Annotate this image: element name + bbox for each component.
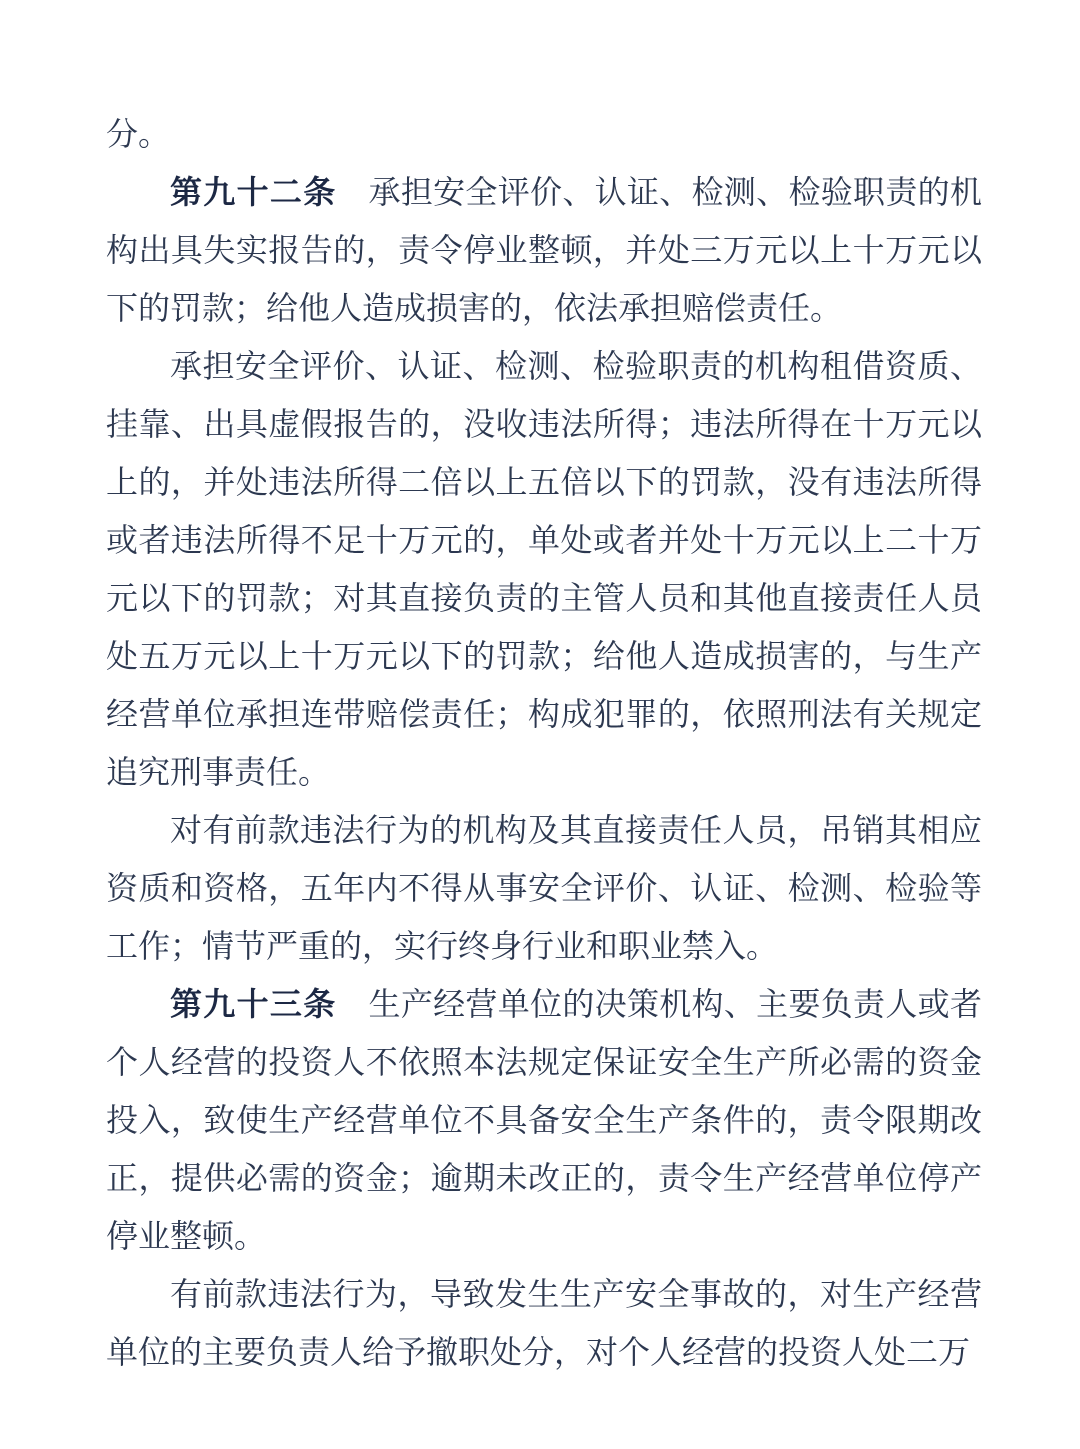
paragraph	[106, 163, 982, 337]
paragraph	[106, 337, 982, 801]
paragraph-text: 生产经营单位的决策机构、主要负责人或者个人经营的投资人不依照本法规定保证安全生产所必需的资金投入，致使生产经营单位不具备安全生产条件的，责令限期改正，提供必需的资金；逾期未改正的，责令生产经营单位停产停业整顿。	[106, 986, 982, 1254]
article-number: 第九十二条	[170, 174, 337, 210]
paragraph	[106, 105, 982, 163]
article-number: 第九十三条	[170, 986, 337, 1022]
paragraph	[106, 975, 982, 1265]
paragraph	[106, 1265, 982, 1381]
paragraph-text: 有前款违法行为，导致发生生产安全事故的，对生产经营单位的主要负责人给予撤职处分，对个人经营的投资人处二万	[106, 1276, 982, 1370]
paragraph	[106, 801, 982, 975]
paragraph-text: 承担安全评价、认证、检测、检验职责的机构出具失实报告的，责令停业整顿，并处三万元以上十万元以下的罚款；给他人造成损害的，依法承担赔偿责任。	[106, 174, 982, 326]
paragraph-text: 分。	[106, 116, 171, 152]
paragraph-text: 对有前款违法行为的机构及其直接责任人员，吊销其相应资质和资格，五年内不得从事安全评价、认证、检测、检验等工作；情节严重的，实行终身行业和职业禁入。	[106, 812, 982, 964]
paragraph-text: 承担安全评价、认证、检测、检验职责的机构租借资质、挂靠、出具虚假报告的，没收违法所得；违法所得在十万元以上的，并处违法所得二倍以上五倍以下的罚款，没有违法所得或者违法所得不足十万元的，单处或者并处十万元以上二十万元以下的罚款；对其直接负责的主管人员和其他直接责任人员处五万元以上十万元以下的罚款；给他人造成损害的，与生产经营单位承担连带赔偿责任；构成犯罪的，依照刑法有关规定追究刑事责任。	[106, 348, 982, 790]
